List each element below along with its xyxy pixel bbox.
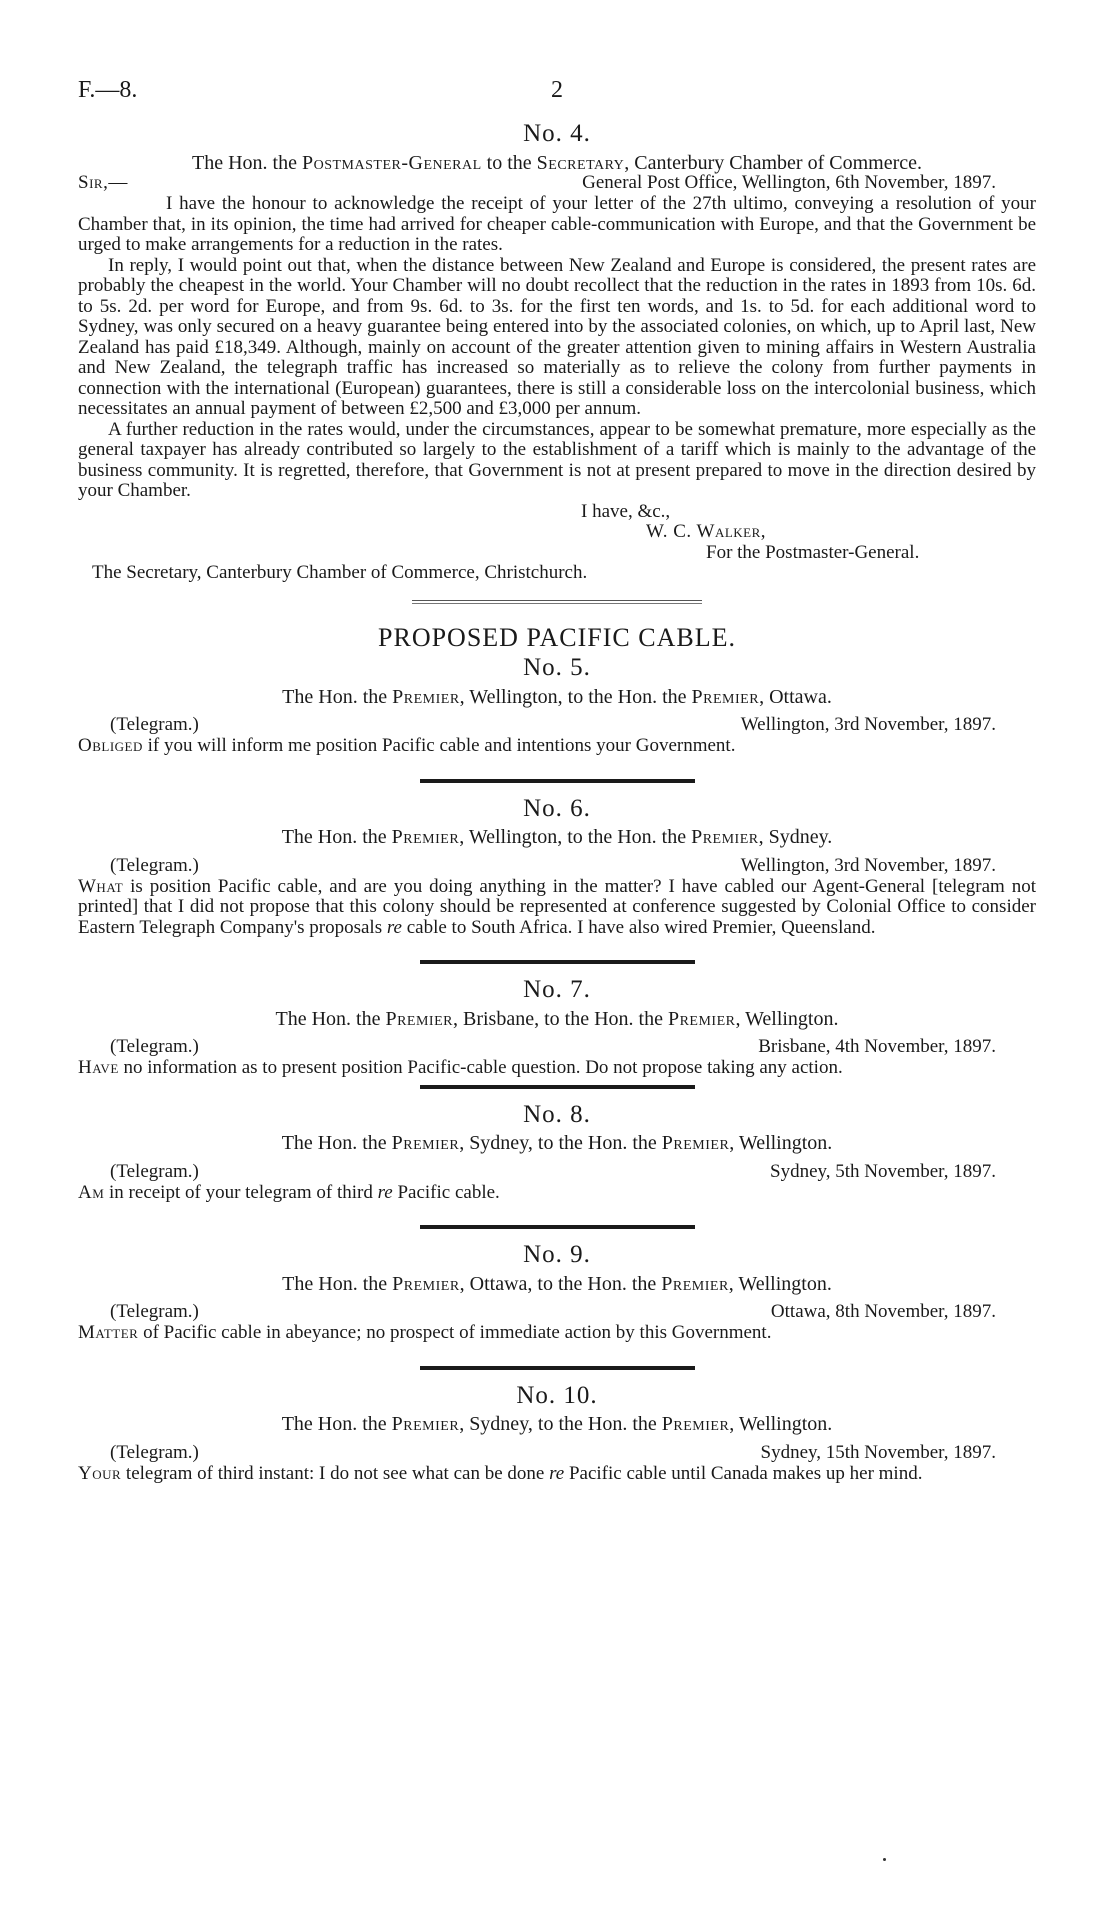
telegram-body: Your telegram of third instant: I do not see what can be done re Pacific cable until Canada makes up her mind. bbox=[78, 1462, 923, 1484]
telegram-no-5 bbox=[78, 654, 1036, 757]
section-number: No. 9. bbox=[523, 1241, 591, 1268]
salutation-row bbox=[78, 173, 1036, 194]
page-number: 2 bbox=[551, 77, 563, 103]
salutation: Sir,— bbox=[78, 172, 128, 193]
telegram-body: Obliged if you will inform me position Pacific cable and intentions your Government. bbox=[78, 735, 736, 756]
telegram-address: The Hon. the Premier, Brisbane, to the Hon. the Premier, Wellington. bbox=[275, 1007, 839, 1030]
telegram-meta bbox=[78, 1302, 1036, 1323]
section-number: No. 6. bbox=[523, 794, 591, 822]
paragraph: In reply, I would point out that, when the distance between New Zealand and Europe is considered, the present rates are probably the cheapest in the world. Your Chamber will no doubt recollect that the reduction in the rates in 1893 from 10s. 6d. to 5s. 2d. per word for Europe, and from 9s. 6d. to 3s. for the first ten words, and 1s. to 5d. for each additional word to Sydney, was only secured on a heavy guarantee being entered into by the associated colonies, on which, up to April last, New Zealand has paid £18,349. Although, mainly on account of the greater attention given to mining affairs in Western Australia and New Zealand, the telegraph traffic has increased so materially as to relieve the colony from further payments in connection with the international (European) guarantees, there is still a considerable loss on the intercolonial business, which necessitates an annual payment of between £2,500 and £3,000 per annum. bbox=[78, 254, 1036, 419]
place-date: Wellington, 3rd November, 1897. bbox=[740, 714, 996, 735]
place-date: Sydney, 5th November, 1897. bbox=[770, 1160, 996, 1182]
place-date: Sydney, 15th November, 1897. bbox=[760, 1441, 996, 1463]
addressee: The Secretary, Canterbury Chamber of Commerce, Christchurch. bbox=[92, 562, 588, 583]
telegram-address: The Hon. the Premier, Wellington, to the Hon. the Premier, Sydney. bbox=[281, 826, 833, 848]
section-number: No. 7. bbox=[523, 976, 591, 1003]
closing: I have, &c., bbox=[581, 500, 671, 522]
section-number: No. 8. bbox=[523, 1100, 591, 1128]
place-date: Brisbane, 4th November, 1897. bbox=[758, 1036, 996, 1057]
telegram-label: (Telegram.) bbox=[110, 1301, 199, 1322]
paragraph: A further reduction in the rates would, under the circumstances, appear to be somewhat premature, more especially as the general taxpayer has already contributed so largely to the establishment of a tariff which is mainly to the advantage of the business community. It is regretted, therefore, that Government is not at present prepared to move in the direction desired by your Chamber. bbox=[78, 418, 1036, 501]
paragraph: I have the honour to acknowledge the receipt of your letter of the 27th ultimo, conveying a resolution of your Chamber that, in its opinion, the time had arrived for cheaper cable-communication with Europe, and that the Government be urged to make arrangements for a reduction in the rates. bbox=[78, 193, 1036, 255]
telegram-no-8 bbox=[78, 1100, 1036, 1204]
divider bbox=[420, 1366, 695, 1370]
telegram-meta bbox=[78, 856, 1036, 877]
telegram-body: What is position Pacific cable, and are you doing anything in the matter? I have cabled our Agent-General [telegram not printed] that I did not propose that this colony should be represented at conference suggested by Colonial Office to consider Eastern Telegraph Company's proposals re cable to South Africa. I have also wired Premier, Queensland. bbox=[78, 875, 1036, 938]
telegram-label: (Telegram.) bbox=[110, 1036, 199, 1057]
telegram-no-10 bbox=[78, 1381, 1036, 1485]
telegram-body: Am in receipt of your telegram of third re Pacific cable. bbox=[78, 1181, 500, 1203]
signature-role: For the Postmaster-General. bbox=[706, 541, 920, 563]
telegram-address: The Hon. the Premier, Ottawa, to the Hon. the Premier, Wellington. bbox=[282, 1272, 832, 1295]
section-number: No. 10. bbox=[516, 1381, 598, 1409]
divider bbox=[412, 600, 702, 604]
telegram-body: Have no information as to present position Pacific-cable question. Do not propose taking any action. bbox=[78, 1057, 843, 1078]
place-date: Ottawa, 8th November, 1897. bbox=[770, 1301, 996, 1322]
letter-no-4 bbox=[78, 120, 1036, 584]
telegram-address: The Hon. the Premier, Wellington, to the Hon. the Premier, Ottawa. bbox=[282, 685, 832, 708]
divider bbox=[420, 1085, 695, 1089]
running-header bbox=[78, 77, 1036, 114]
telegram-no-7 bbox=[78, 976, 1036, 1079]
telegram-label: (Telegram.) bbox=[110, 714, 199, 735]
telegram-no-6 bbox=[78, 794, 1036, 939]
telegram-label: (Telegram.) bbox=[110, 1160, 199, 1182]
telegram-body: Matter of Pacific cable in abeyance; no prospect of immediate action by this Government. bbox=[78, 1322, 772, 1343]
telegram-label: (Telegram.) bbox=[110, 1441, 199, 1463]
letter-address: The Hon. the Postmaster-General to the Secretary, Canterbury Chamber of Commerce. bbox=[192, 151, 922, 174]
divider bbox=[420, 960, 695, 964]
divider bbox=[420, 779, 695, 783]
section-number: No. 4. bbox=[523, 120, 591, 147]
signature: W. C. Walker, bbox=[646, 521, 767, 542]
place-date: Wellington, 3rd November, 1897. bbox=[740, 854, 996, 876]
telegram-no-9 bbox=[78, 1241, 1036, 1344]
telegram-label: (Telegram.) bbox=[110, 854, 199, 876]
telegram-meta bbox=[78, 1037, 1036, 1058]
section-heading: PROPOSED PACIFIC CABLE. bbox=[378, 622, 736, 652]
place-date: General Post Office, Wellington, 6th November, 1897. bbox=[582, 172, 996, 193]
telegram-meta bbox=[78, 1443, 1036, 1464]
telegram-address: The Hon. the Premier, Sydney, to the Hon. the Premier, Wellington. bbox=[281, 1413, 833, 1435]
telegram-meta bbox=[78, 715, 1036, 736]
telegram-address: The Hon. the Premier, Sydney, to the Hon. the Premier, Wellington. bbox=[281, 1132, 833, 1154]
ink-speck bbox=[883, 1858, 886, 1861]
section-number: No. 5. bbox=[523, 654, 591, 681]
telegram-meta bbox=[78, 1162, 1036, 1183]
document-reference: F.—8. bbox=[78, 77, 138, 103]
divider bbox=[420, 1225, 695, 1229]
